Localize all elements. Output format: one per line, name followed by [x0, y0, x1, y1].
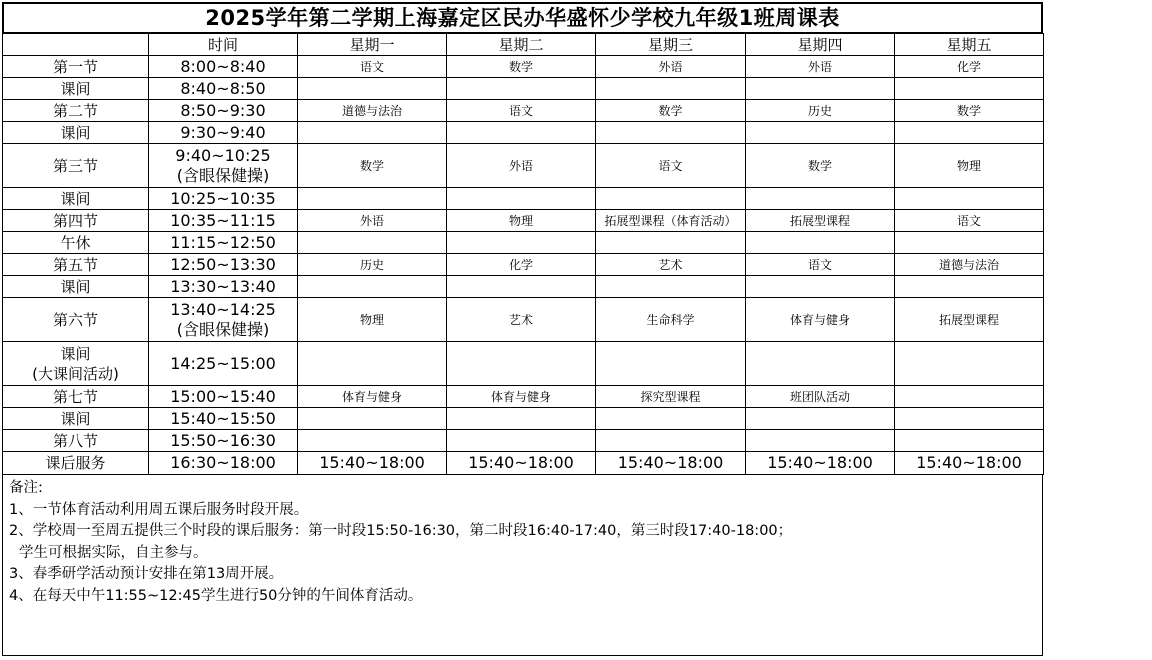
lesson-cell: 拓展型课程: [895, 298, 1044, 342]
note-line: 2、学校周一至周五提供三个时段的课后服务：第一时段15:50-16:30，第二时段16:40-17:40，第三时段17:40-18:00；: [9, 523, 793, 539]
lesson-cell: 艺术: [447, 298, 596, 342]
table-row: [3, 78, 1044, 100]
period-cell: 第四节: [3, 210, 149, 232]
time-cell: 16:30~18:00: [149, 452, 298, 475]
table-row: [3, 298, 1044, 342]
lesson-cell: 拓展型课程: [746, 210, 895, 232]
lesson-cell: [447, 408, 596, 430]
lesson-cell: [596, 342, 746, 386]
lesson-cell: [298, 122, 447, 144]
lesson-cell: 体育与健身: [447, 386, 596, 408]
lesson-cell: 外语: [596, 56, 746, 78]
day-header-cell: 星期一: [298, 34, 447, 56]
lesson-cell: 语文: [895, 210, 1044, 232]
table-row: [3, 254, 1044, 276]
lesson-cell: [895, 342, 1044, 386]
lesson-cell: 数学: [746, 144, 895, 188]
table-row: [3, 210, 1044, 232]
note-line: 学生可根据实际，自主参与。: [19, 544, 208, 561]
lesson-cell: 道德与法治: [298, 100, 447, 122]
time-cell: 9:30~9:40: [149, 122, 298, 144]
table-row: [3, 276, 1044, 298]
lesson-cell: [298, 430, 447, 452]
lesson-cell: [895, 276, 1044, 298]
lesson-cell: [746, 342, 895, 386]
lesson-cell: [596, 188, 746, 210]
lesson-cell: [447, 430, 596, 452]
lesson-cell: [746, 408, 895, 430]
table-row: [3, 232, 1044, 254]
time-cell: 15:00~15:40: [149, 386, 298, 408]
table-row: [3, 430, 1044, 452]
lesson-cell: 外语: [298, 210, 447, 232]
lesson-cell: [447, 122, 596, 144]
time-cell: 15:40~15:50: [149, 408, 298, 430]
lesson-cell: [596, 430, 746, 452]
period-cell: 第三节: [3, 144, 149, 188]
period-cell: 课间: [3, 78, 149, 100]
period-cell: 第七节: [3, 386, 149, 408]
lesson-cell: 道德与法治: [895, 254, 1044, 276]
page-title: 2025学年第二学期上海嘉定区民办华盛怀少学校九年级1班周课表: [2, 2, 1043, 34]
period-cell: 第八节: [3, 430, 149, 452]
period-cell: 第二节: [3, 100, 149, 122]
lesson-cell: 探究型课程: [596, 386, 746, 408]
time-cell: 10:25~10:35: [149, 188, 298, 210]
header-row: [3, 34, 1044, 56]
table-row: [3, 122, 1044, 144]
lesson-cell: 数学: [596, 100, 746, 122]
corner-cell: [3, 34, 149, 56]
lesson-cell: [447, 276, 596, 298]
timetable-body: [3, 56, 1044, 475]
lesson-cell: [298, 78, 447, 100]
lesson-cell: [895, 122, 1044, 144]
period-cell: 课间: [3, 188, 149, 210]
lesson-cell: 化学: [447, 254, 596, 276]
note-line: 4、在每天中午11:55~12:45学生进行50分钟的午间体育活动。: [9, 587, 423, 604]
lesson-cell: [298, 342, 447, 386]
period-cell: 课后服务: [3, 452, 149, 475]
lesson-cell: 外语: [746, 56, 895, 78]
day-header-cell: 星期五: [895, 34, 1044, 56]
lesson-cell: 历史: [298, 254, 447, 276]
lesson-cell: [746, 276, 895, 298]
period-cell: 第五节: [3, 254, 149, 276]
table-row: [3, 100, 1044, 122]
time-cell: 10:35~11:15: [149, 210, 298, 232]
lesson-cell: 物理: [298, 298, 447, 342]
lesson-cell: 化学: [895, 56, 1044, 78]
period-cell: 课间: [3, 408, 149, 430]
lesson-cell: [596, 408, 746, 430]
lesson-cell: 语文: [298, 56, 447, 78]
lesson-cell: 语文: [596, 144, 746, 188]
lesson-cell: [746, 122, 895, 144]
lesson-cell: 15:40~18:00: [895, 452, 1044, 475]
lesson-cell: [447, 342, 596, 386]
period-cell: 课间: [3, 276, 149, 298]
lesson-cell: [596, 122, 746, 144]
lesson-cell: 语文: [447, 100, 596, 122]
time-cell: 12:50~13:30: [149, 254, 298, 276]
lesson-cell: 语文: [746, 254, 895, 276]
lesson-cell: 拓展型课程（体育活动）: [596, 210, 746, 232]
lesson-cell: [895, 188, 1044, 210]
time-cell: 13:30~13:40: [149, 276, 298, 298]
time-cell: 9:40~10:25 (含眼保健操): [149, 144, 298, 188]
lesson-cell: 数学: [447, 56, 596, 78]
timetable: [2, 33, 1044, 475]
lesson-cell: [895, 430, 1044, 452]
lesson-cell: 艺术: [596, 254, 746, 276]
lesson-cell: [895, 78, 1044, 100]
time-cell: 8:40~8:50: [149, 78, 298, 100]
lesson-cell: [447, 78, 596, 100]
lesson-cell: 15:40~18:00: [746, 452, 895, 475]
lesson-cell: [596, 276, 746, 298]
table-row: [3, 408, 1044, 430]
period-cell: 午休: [3, 232, 149, 254]
table-row: [3, 188, 1044, 210]
note-line: 3、春季研学活动预计安排在第13周开展。: [9, 566, 284, 582]
table-row: [3, 144, 1044, 188]
lesson-cell: [298, 232, 447, 254]
lesson-cell: 体育与健身: [746, 298, 895, 342]
lesson-cell: 15:40~18:00: [447, 452, 596, 475]
lesson-cell: [895, 408, 1044, 430]
table-row: [3, 56, 1044, 78]
notes-lines: [9, 500, 1036, 608]
day-header-cell: 星期三: [596, 34, 746, 56]
time-cell: 8:50~9:30: [149, 100, 298, 122]
lesson-cell: 历史: [746, 100, 895, 122]
notes-label: 备注:: [9, 480, 43, 496]
timetable-sheet: [2, 2, 1043, 656]
lesson-cell: [746, 78, 895, 100]
lesson-cell: [746, 232, 895, 254]
lesson-cell: 生命科学: [596, 298, 746, 342]
lesson-cell: [596, 78, 746, 100]
lesson-cell: 数学: [298, 144, 447, 188]
lesson-cell: 15:40~18:00: [596, 452, 746, 475]
day-header-cell: 星期二: [447, 34, 596, 56]
period-cell: 课间 (大课间活动): [3, 342, 149, 386]
table-row: [3, 342, 1044, 386]
lesson-cell: 体育与健身: [298, 386, 447, 408]
day-header-cell: 时间: [149, 34, 298, 56]
time-cell: 14:25~15:00: [149, 342, 298, 386]
time-cell: 8:00~8:40: [149, 56, 298, 78]
lesson-cell: 数学: [895, 100, 1044, 122]
lesson-cell: [746, 188, 895, 210]
lesson-cell: 物理: [447, 210, 596, 232]
lesson-cell: 班团队活动: [746, 386, 895, 408]
table-row: [3, 386, 1044, 408]
lesson-cell: 外语: [447, 144, 596, 188]
notes-section: [2, 475, 1043, 656]
time-cell: 15:50~16:30: [149, 430, 298, 452]
time-cell: 13:40~14:25 (含眼保健操): [149, 298, 298, 342]
period-cell: 课间: [3, 122, 149, 144]
note-line: 1、一节体育活动利用周五课后服务时段开展。: [9, 501, 309, 518]
lesson-cell: [447, 232, 596, 254]
lesson-cell: [447, 188, 596, 210]
table-row: [3, 452, 1044, 475]
lesson-cell: [596, 232, 746, 254]
period-cell: 第一节: [3, 56, 149, 78]
period-cell: 第六节: [3, 298, 149, 342]
lesson-cell: [298, 408, 447, 430]
day-header-cell: 星期四: [746, 34, 895, 56]
lesson-cell: [895, 386, 1044, 408]
lesson-cell: [895, 232, 1044, 254]
lesson-cell: 物理: [895, 144, 1044, 188]
time-cell: 11:15~12:50: [149, 232, 298, 254]
lesson-cell: [746, 430, 895, 452]
lesson-cell: 15:40~18:00: [298, 452, 447, 475]
lesson-cell: [298, 276, 447, 298]
lesson-cell: [298, 188, 447, 210]
